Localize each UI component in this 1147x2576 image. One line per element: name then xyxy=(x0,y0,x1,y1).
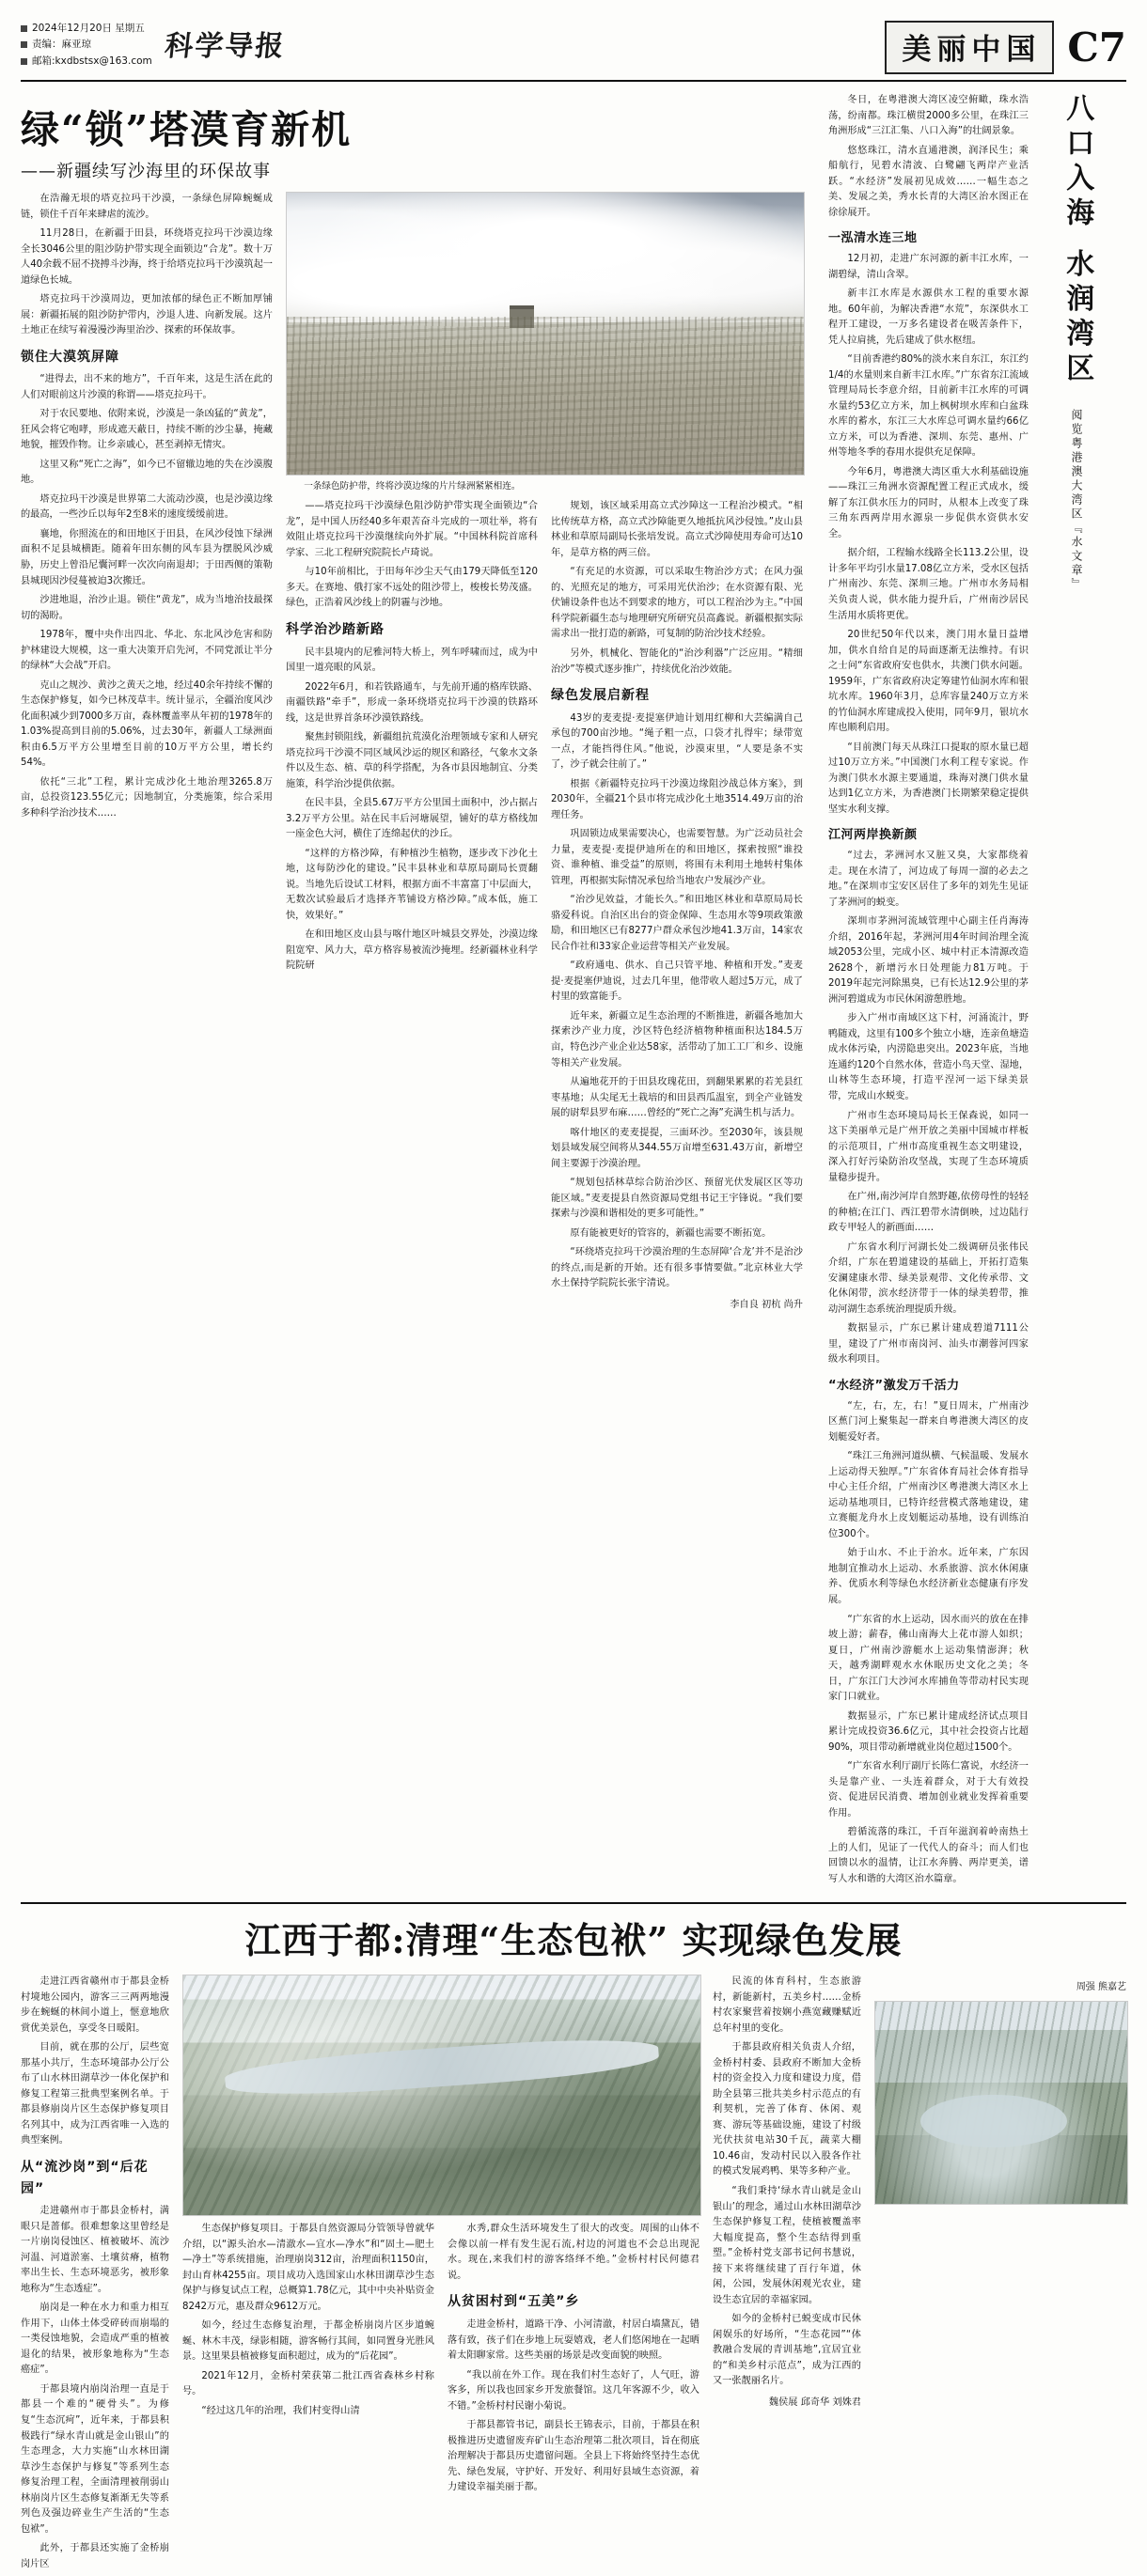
paragraph: 另外，机械化、智能化的“治沙利器”广泛应用。“精细治沙”等模式逐步推广，持续优化治沙效能。 xyxy=(551,648,803,675)
paragraph: “这样的方格沙障，有种植沙生植物，逐步改下沙化土地，这每防沙化的建设。”民丰县林业和草原局副局长贾翻说。当地先后设试工材料，根据方面不丰富富丁中层面大，无数次试验最后才选择齐苇铺设方格沙障。”成本低，施工快，效果好。” xyxy=(286,848,538,921)
subsection-heading: 从贫困村到“五美”乡 xyxy=(448,2294,580,2310)
desert-byline: 李自良 初杭 尚升 xyxy=(730,1299,803,1310)
paragraph: 悠悠珠江，清水直通港澳，润泽民生；乘船航行，见碧水清波、白鹭翩飞两岸产业活跃。“水经济”发展初见成效……一幅生态之美、发展之美，秀水长青的大湾区治水图正在徐徐展开。 xyxy=(828,145,1029,218)
page-number: C7 xyxy=(1067,23,1126,70)
paragraph: “政府通电、供水、自己只管平地、种植和开发。”麦麦提·麦提塞伊迪说，过去几年里，他带收人超过5万元，成了村里的致富能手。 xyxy=(551,960,803,1003)
paragraph: 12月初，走进广东河源的新丰江水库，一湖碧绿，清山含翠。 xyxy=(828,254,1029,280)
yudu-column-1 xyxy=(21,1975,169,2576)
paragraph: 1978年，覆中央作出四北、华北、东北风沙危害和防护林建设大规模，这一重大决策开启先河，不同党派让半分的绿林“大会战”开启。 xyxy=(21,630,273,672)
paragraph: “过去，茅洲河水又脏又臭，大家都绕着走。现在水清了，河边成了每周一溜的必去之地。”在深圳市宝安区居住了多年的刘先生见证了茅洲河的蜕变。 xyxy=(828,851,1029,908)
paragraph: 规划，该区域采用高立式沙障这一工程治沙模式。“相比传统草方格，高立式沙障能更久地抵抗风沙侵蚀。”皮山县林业和草原局副局长张培发说。高立式沙障使用寿命可达10年，是草方格的两三倍。 xyxy=(551,501,803,558)
bay-area-title-block xyxy=(1038,93,1115,1891)
bay-area-subhead: 阅览粤港澳大湾区『水文章』 xyxy=(1070,409,1083,592)
article-desert-columns xyxy=(21,192,815,1313)
paragraph: 据介绍，工程输水线路全长113.2公里，设计多年平均引水量17.08亿立方米，受水区包括广州南沙、东莞、深圳三地。广州市水务局相关负责人说，供水能力提升后，广州南沙居民生活用水质将更优。 xyxy=(828,548,1029,621)
yudu-headline: 江西于都:清理“生态包袱” 实现绿色发展 xyxy=(244,1919,903,1962)
section-title: 美丽中国 xyxy=(885,21,1054,74)
subsection-heading: 江河两岸换新颜 xyxy=(828,828,918,843)
editor-row xyxy=(21,37,152,53)
paragraph: “环绕塔克拉玛干沙漠治理的生态屏障‘合龙’并不是治沙的终点,而是新的开始。还有很多事情要做。”北京林业大学水土保持学院院长张宇清说。 xyxy=(551,1247,803,1289)
paragraph: “我以前在外工作。现在我们村生态好了，人气旺，游客多，所以我也回家乡开发旅餐馆。这几年客源不少，收入不错。”金桥村村民谢小菊说。 xyxy=(448,2369,699,2412)
paragraph: 走进江西省赣州市于都县金桥村境地公园内，游客三三两两地漫步在蜿蜒的林间小道上，惬意地欣赏优美景色，享受冬日暖阳。 xyxy=(21,1976,169,2034)
paragraph: 如今，经过生态修复治理，于都金桥崩岗片区步道蜿蜒、林木丰茂，绿影相随，游客畅行其间，如同置身光胜风景。这里果县植被修复面积超过，成为的“后花园”。 xyxy=(182,2320,434,2363)
paragraph: 聚焦封锁阻线，新疆组抗荒漠化治理领域专家和人研究塔克拉玛干沙漠不同区域风沙运的规区和路径，气象水文条件以及生态、植、草的科学搭配，为各市县因地制宜、分类施策，科学治沙提供依据。 xyxy=(286,732,538,789)
article-bay-area xyxy=(828,93,1115,1891)
publish-date: 2024年12月20日 星期五 xyxy=(32,23,145,34)
subsection-heading: “水经济”激发万千活力 xyxy=(828,1378,960,1393)
paragraph: 民流的体育科村，生态旅游村，新能新村，五美乡村……金桥村农家聚营着按娴小燕宽藏赚赋近总年村里的变化。 xyxy=(713,1976,861,2034)
paragraph: “广东省的水上运动，因水而兴的放在在排坡上游；薪春，佛山南海大上花市游人如织；夏日，广州南沙游艇水上运动集情澎湃；秋天，越秀湖畔观水水休眠历史文化之美；冬日，广东江门大沙河水库捕鱼等带动村民实现家门口就业。 xyxy=(828,1614,1029,1703)
paragraph: 沙进地退，治沙止退。锁住“黄龙”，成为当地治技最探切的渴盼。 xyxy=(21,595,273,621)
yudu-lower-columns xyxy=(182,2222,699,2499)
paragraph: 依托“三北”工程，累计完成沙化土地治理3265.8万亩，总投资123.55亿元；因地制宜，分类施策，综合采用多种科学治沙技术…… xyxy=(21,776,273,819)
subsection-heading: 锁住大漠筑屏障 xyxy=(21,349,119,365)
paragraph: 对于农民要地、依附来说，沙漠是一条凶猛的“黄龙”，狂风会将它咆哮，形成遮天蔽日，持续不断的沙尘暴，掩藏地貌，摧毁作物。让乡亲戚心，甚至剥掉无情灾。 xyxy=(21,409,273,451)
paragraph: 这里又称“死亡之海”，如今已不留辙边地的失在沙漠腹地。 xyxy=(21,459,273,486)
paragraph: 数据显示，广东已累计建成碧道7111公里，建设了广州市南岗河、汕头市潮蓉河四家级水利项目。 xyxy=(828,1323,1029,1366)
yudu-column-3 xyxy=(448,2222,699,2499)
article-desert-headline: 绿“锁”塔漠育新机 xyxy=(21,107,353,152)
masthead-left xyxy=(21,17,286,70)
bullet-square-icon xyxy=(21,58,27,65)
paragraph: “我们秉持‘绿水青山就是金山银山’的理念，通过山水林田湖草沙生态保护修复工程，使植被覆盖率大幅度提高，整个生态结得到重塑。”金桥村党支部书记何书慧说，接下来将继续建了百行年道，休闲，公园，发展休闲观光农业，建设生态宜居的幸福家园。 xyxy=(713,2185,861,2305)
yudu-aerial-photo xyxy=(182,1975,701,2216)
bay-area-body xyxy=(828,93,1029,1891)
yudu-byline: 魏侯展 邱奇华 刘姝君 xyxy=(768,2396,861,2408)
river-shape xyxy=(224,2033,660,2101)
subsection-heading: 科学治沙踏新路 xyxy=(286,621,385,637)
paragraph: 于都县都管书记，副县长王锦表示，目前，于都县在积极推进历史遗留废弃矿山生态治理第二批次项目，旨在彻底治理解决于都县历史遗留问题。全县上下将始终坚持生态优先、绿色发展，守护好、开发好、利用好县域生态资源，着力建设幸福美丽于都。 xyxy=(448,2420,699,2493)
paragraph: 今年6月，粤港澳大湾区重大水利基础设施——珠江三角洲水资源配置工程正式成水，缓解了东江供水压力的同时，从根本上改变了珠三角东西两岸用水源泉一步促供水资供水安全。 xyxy=(828,466,1029,539)
yudu-center-block xyxy=(182,1975,699,2576)
paragraph: 于都县境内崩岗治理一直是于都县一个难的“硬骨头”。为修复“生态沉疴”，近年来，于都县积极践行“绿水青山就是金山银山”的生态理念，大力实施“山水林田湖草沙生态保护与修复”等系列生态修复治理工程，全面清理被削弱山林崩岗片区生态修复渐渐无失等系列色及强边碎业生产生活的“生态包袱”。 xyxy=(21,2383,169,2535)
paragraph: 于都县政府相关负责人介绍，金桥村村委、县政府不断加大金桥村的资金投入力度和建设力度，借助全县第三批共美乡村示范点的有利契机，完善了体育、休闲、观赛、游玩等基础设施，建设了村级光伏扶贫电站30千瓦，蔬菜大棚10.46亩，发动村民以入股各作社的模式发展鸡鸭、果等多种产业。 xyxy=(713,2042,861,2178)
paragraph: 在浩瀚无垠的塔克拉玛干沙漠，一条绿色屏障蜿蜒成链，锁住千百年来肆虐的流沙。 xyxy=(21,194,273,220)
paragraph: 民丰县境内的尼雅河特大桥上，列车呼啸而过，成为中国里一道亮眼的风景。 xyxy=(286,647,538,674)
paragraph: 克山之规沙、黄沙之黄天之地，经过40余年持续不懈的生态保护修复，如今已林茂草丰。统计显示，全疆治度风沙化面积减少到7000多万亩，森林覆盖率从年初的1978年的1.03%提高到目前的5.06%，过去30年，新疆人工绿洲面积由6.5万平方公里增至目前的10万平方公里，增长约54%。 xyxy=(21,679,273,769)
paragraph: “规划包括林草综合防治沙区、预留光伏发展区区等功能区域。”麦麦提县自然资源局党组书记王宇锋说。“我们要探索与沙漠和谐相处的更多可能性。” xyxy=(551,1178,803,1220)
desert-column-2 xyxy=(286,499,538,1313)
paragraph: 在和田地区皮山县与喀什地区叶城县交界处，沙漠边缘阻宽窄、风力大，草方格容易被流沙掩埋。经新疆林业科学院院研 xyxy=(286,929,538,972)
paragraph: 水秀,群众生活环境发生了很大的改变。周围的山体不会像以前一样有发生泥石流,村边的河道也不会总出现泥水。现在,来我们村的游客络绎不绝。”金桥村村民何德君说。 xyxy=(448,2224,699,2281)
paragraph: 原有能被更好的管容的，新疆也需要不断拓宽。 xyxy=(570,1227,772,1239)
email-row xyxy=(21,54,152,70)
subsection-heading: 一泓清水连三地 xyxy=(828,231,918,246)
paragraph: 深圳市茅洲河流域管理中心副主任肖海涛介绍，2016年起，茅洲河用4年时间治理全流域2053公里，完成小区、城中村正本清源改造2628个，新增污水日处理能力81万吨。于2019年起完河除黑臭，已有长达12.9公里的茅洲河碧道成为市民休闲游憩胜地。 xyxy=(828,916,1029,1005)
editor-name: 责编：麻亚琼 xyxy=(32,39,91,51)
publish-date-row xyxy=(21,21,152,37)
bay-area-tail-column xyxy=(874,1980,1126,2205)
paragraph: 走进赣州市于都县金桥村，满眼只是蔷郁。很难想象这里曾经是一片崩岗侵蚀区、植被破坏、流沙河温、河道淤塞、土壤贫瘠，植物率出生长、生态环境恶劣，被形象地称为“生态透症”。 xyxy=(21,2206,169,2294)
masthead xyxy=(21,17,1126,82)
paragraph: 2021年12月，金桥村荣获第二批江西省森林乡村称号。 xyxy=(182,2370,434,2397)
desert-lower-columns xyxy=(286,499,803,1313)
yudu-columns xyxy=(21,1975,1126,2576)
paragraph: 11月28日，在新疆于田县，环绕塔克拉玛干沙漠边缘全长3046公里的阻沙防护带实现全面锁边“合龙”。数十万人40余载不屈不挠搏斗沙海，终于给塔克拉玛干沙漠筑起一道绿色长城。 xyxy=(21,228,273,286)
paragraph: “广东省水利厅副厅长陈仁富说，水经济一头是靠产业、一头连着群众，对于大有效投资、促进居民消费、增加创业就业发挥着重要作用。 xyxy=(828,1761,1029,1819)
paragraph: 与10年前相比，于田每年沙尘天气由179天降低至120多天。在赛地、俄打家不远处的阻沙带上，梭梭长势茂盛。绿色，正浩着风沙线上的阴霾与沙地。 xyxy=(286,567,538,609)
paragraph: 20世纪50年代以来，澳门用水量日益增加，供水自给自足的局面逐渐无法维持。有识之士问“东省政府安也供水，共澳门供水问题。1959年，广东省政府决定筹建竹仙洞水库和银坑水库。1960年3月，总库容量240万立方米的竹仙洞水库建成投入使用，同年9月，银坑水库也顺利启用。 xyxy=(828,630,1029,734)
bay-area-byline: 周强 熊嘉艺 xyxy=(1076,1982,1126,1993)
paragraph: 在广州,南沙河岸自然野趣,依傍母性的轻轻的种植;在江门、西江碧带水清倒映，过边陆行政专甲轻人的新画面…… xyxy=(828,1192,1029,1234)
paragraph: 2022年6月，和若铁路通车，与先前开通的格库铁路、南疆铁路“牵手”，形成一条环绕塔克拉玛干沙漠的铁路环线，这是世界首条环沙漠铁路线。 xyxy=(286,681,538,724)
paragraph: 从遍地花开的于田县玫瑰花田，到翻果累累的若羌县红枣基地；从尖尾无土栽培的和田县西瓜温室，到全产业链发展的尉犁县罗布麻……曾经的“死亡之海”充满生机与活力。 xyxy=(551,1077,803,1119)
subsection-heading: 从“流沙岗”到“后花园” xyxy=(21,2159,149,2196)
desert-photo xyxy=(286,192,805,476)
masthead-right xyxy=(885,17,1126,74)
yudu-column-4 xyxy=(713,1975,861,2576)
paragraph: “珠江三角洲河道纵横、气候温暖、发展水上运动得天独厚。”广东省体育局社会体育指导中心主任介绍，广州南沙区粤港澳大湾区水上运动基地项目，已特许经营模式落地建设，建立赛艇龙舟水上皮划艇运动基地，设有训练泊位300个。 xyxy=(828,1451,1029,1539)
paragraph: 目前，就在那的公厅，层些宽那基小共厅，生态环境部办公厅公布了山水林田湖草沙一体化保护和修复工程第三批典型案例名单。于都县修崩岗片区生态保护修复项目名列其中，成为江西省唯一入选的典型案例。 xyxy=(21,2042,169,2147)
paragraph: 塔克拉玛干沙漠周边，更加浓郁的绿色正不断加厚铺展：新疆拓展的阻沙防护带内，沙退人进、向新发展。这片土地正在续写着漫漫沙海里治沙、探索的环保故事。 xyxy=(21,294,273,336)
paragraph: 步入广州市南域区这下村，河涌流汁，野鸭随戏，这里有100多个独立小塘，连亲鱼塘造成水体污染，内涝隐患突出。2023年底，当地连通约120个自然水体，营造小鸟天堂、湿地，山林等生态环境，打造平涅河一运下绿美景带，完成山水蜕变。 xyxy=(828,1013,1029,1101)
paragraph: 新丰江水库是水源供水工程的重要水源地。60年前，为解决香港“水荒”，东深供水工程开工建设，一万多名建设者在吸苦条件下，凭人拉肩挑，先后建成了供水枢纽。 xyxy=(828,289,1029,346)
desert-right-block xyxy=(286,192,803,1313)
paragraph: “治沙见效益，才能长久。”和田地区林业和草原局局长骆爱科说。自治区出台的资金保障、生态用水等9项政策激励，和田地区已有8277户群众承包沙地41.3万亩，14家农民合作社和33家企业运营等相关产业发展。 xyxy=(551,895,803,952)
desert-column-3 xyxy=(551,499,803,1313)
bullet-square-icon xyxy=(21,25,27,32)
desert-column-1 xyxy=(21,192,273,1313)
watchtower-shape xyxy=(510,305,534,328)
paragraph: 数据显示，广东已累计建成经济试点项目累计完成投资36.6亿元，其中社会投资占比超90%，项目带动新增就业岗位超过1500个。 xyxy=(828,1710,1029,1753)
newspaper-logo: 科学导报 xyxy=(163,30,287,63)
paragraph: 广州市生态环境局局长王保森说，如同一这下美丽单元是广州开放之美丽中国城市样板的示范项目，广州市高度重视生态文明建设，深入打好污染防治攻坚战，实现了生态环境质量稳步提升。 xyxy=(828,1110,1029,1183)
paragraph: 巩固锁边成果需要决心，也需要智慧。为广泛动员社会力量，麦麦提·麦提伊迪所在的和田地区，探索按照“谁投资、谁种植、谁受益”的原则，将围有未利用土地转村集体管理，再根据实际情况承包给当地农户发展沙产业。 xyxy=(551,829,803,886)
desert-photo-caption: 一条绿色防护带，终将沙漠边缘的片片绿洲紧紧相连。 xyxy=(304,481,521,492)
lake-shape xyxy=(920,2095,1066,2147)
paragraph: “目前澳门每天从珠江口提取的原水量已超过10万立方米。”中国澳门水利工程专家说。作为澳门供水水源主要通道，珠海对澳门供水量达到1亿立方米，为香港澳门长期繁荣稳定提供坚实水利支撑。 xyxy=(828,742,1029,815)
article-yudu xyxy=(21,1912,1126,2576)
paragraph: 襄地，你照流在的和田地区于田县，在风沙侵蚀下绿洲面积不足县城横距。随着年田东侧的风车县为摆脱风沙威胁，历史上曾沿尼囊河畔一次次向南退却；于田西侧的策勒县城现因沙侵蔓被迫3次搬迁。 xyxy=(21,528,273,586)
paragraph: 走进金桥村，道路干净、小河清澈，村居白墙黛瓦，错落有致，孩子们在步地上玩耍嬉戏，老人们悠闲地在一起晒着太阳聊家常。这些美丽的场景是改变面貌的映照。 xyxy=(448,2319,699,2362)
bullet-square-icon xyxy=(21,41,27,48)
yudu-column-2 xyxy=(182,2222,434,2499)
paragraph: 碧循流落的珠江，千百年滋润着岭南热土上的人们，见证了一代代人的奋斗；而人们也回馈以水的温情，让江水奔腾、两岸更美，谱写人水和谐的大湾区治水篇章。 xyxy=(828,1827,1029,1884)
bay-area-headline: 八口入海 水润湾区 xyxy=(1061,93,1094,388)
paragraph: “经过这几年的治理，我们村变得山清 xyxy=(201,2405,360,2416)
article-desert xyxy=(21,93,815,1891)
bay-area-footer-block xyxy=(874,1975,1126,2576)
paragraph: “进得去，出不来的地方”，千百年来，这是生活在此的人们对眼前这片沙漠的称谓——塔克拉玛干。 xyxy=(21,374,273,400)
editor-email: 邮箱:kxdbstsx@163.com xyxy=(32,55,152,67)
paragraph: ——塔克拉玛干沙漠绿色阻沙防护带实现全面锁边“合龙”，是中国人历经40多年艰苦奋斗完成的一项壮举，将有效阻止塔克拉玛干沙漠继续向外扩展。“中国林科院首席科学家、三北工程研究院院长卢琦说。 xyxy=(286,501,538,558)
article-desert-subhead: ——新疆续写沙海里的环保故事 xyxy=(21,162,271,181)
paragraph: 喀什地区的麦麦提提，三面环沙。至2030年，该县规划县域发展空间将从344.55万亩增至631.43万亩，新增空间主要源于沙漠治理。 xyxy=(551,1127,803,1169)
paragraph: 塔克拉玛干沙漠是世界第二大流动沙漠，也是沙漠边缘的最高，一些沙丘以每年2至8米的速度缓缓前进。 xyxy=(21,493,273,521)
bay-area-photo xyxy=(874,2001,1128,2205)
paragraph: 在民丰县，全县5.67万平方公里国土面积中，沙占据占3.2万平方公里。站在民丰后河塘展望，铺好的草方格线加一座金色大河，横住了连绵起伏的沙丘。 xyxy=(286,798,538,840)
subsection-heading: 绿色发展启新程 xyxy=(551,688,650,704)
paragraph: 崩岗是一种在水力和重力相互作用下，山体土体受碎砖而崩塌的一类侵蚀地貌，会造成严重的植被退化的结果，被形象地称为“生态癌症”。 xyxy=(21,2303,169,2376)
top-section xyxy=(21,93,1126,1891)
section-divider xyxy=(21,1902,1126,1904)
paragraph: 此外，于都县还实施了金桥崩岗片区 xyxy=(21,2543,169,2569)
masthead-meta xyxy=(21,17,152,70)
paragraph: 根据《新疆特克拉玛干沙漠边缘阻沙战总体方案》，到2030年，全疆21个县市将完成沙化土地3514.49万亩的治理任务。 xyxy=(551,778,803,820)
paragraph: 广东省水利厅河湖长处二级调研员张伟民介绍，广东在碧道建设的基础上，开拓打造集安澜建康水带、绿美景观带、文化传承带、文化休闲带，滨水经济带于一体的绿美碧带，推动河湖生态系统治理提质升级。 xyxy=(828,1241,1029,1315)
paragraph: 冬日，在粤港澳大湾区凌空俯瞰，珠水浩荡，纷南都。珠江横贯2000多公里，在珠江三角洲形成“三江汇集、八口入海”的壮阔景象。 xyxy=(828,95,1029,137)
paragraph: “目前香港约80%的淡水来自东江，东江约1/4的水量则来自新丰江水库。”广东省东江流域管理局局长李意介绍，目前新丰江水库的可调水量约53亿立方米，加上枫树坝水库和白盆珠水库的蓄水，东江三大水库总可调水量约66亿立方米，可以为香港、深圳、东莞、惠州、广州等地冬季的春用水提供充足保障。 xyxy=(828,354,1029,459)
paragraph: 近年来，新疆立足生态治理的不断推进，新疆各地加大探索沙产业力度，沙区特色经济植物种植面积达184.5万亩，特色沙产业企业达58家，活带动了加工工厂和乡、设施等相关产业发展。 xyxy=(551,1010,803,1069)
paragraph: 始于山水、不止于治水。近年来，广东因地制宜推动水上运动、水系旅游、滨水休闲康养、优质水利等绿色水经济新业态健康有序发展。 xyxy=(828,1548,1029,1605)
paragraph: 43岁的麦麦提·麦提塞伊迪计划用红柳和大芸编满自己承包的700亩沙地。“绳子粗一点，口袋才扎得牢；绿带宽一点，才能挡得住风。”他说，沙漠束里，“人要是条不实了，沙子就会往前了。” xyxy=(551,712,803,771)
paragraph: “左，右，左，右！”夏日周末，广州南沙区蕉门河上聚集起一群来自粤港澳大湾区的皮划艇爱好者。 xyxy=(828,1400,1029,1443)
paragraph: “有充足的水资源，可以采取生物治沙方式；在风力强的、光照充足的地方，可采用光伏治沙；在水资源有限、光伏铺设条件也达不到要求的地方，可以工程治沙为主。”中国科学院新疆生态与地理研究所研究员高鑫说。新疆根据实际需求出一批打造的新路，可复制的防治沙技术经验。 xyxy=(551,567,803,640)
paragraph: 生态保护修复项目。于都县自然资源局分管领导曾就华介绍，以“源头治水—清澈水—宜水—净水”和“固土—肥土—净土”等系统措施，治理崩岗312亩，治理面积1150亩，封山育林4255亩。项目成功入选国家山水林田湖草沙生态保护与修复试点工程，总概算1.78亿元，其中中央补贴资金8242万元，惠及群众9612万元。 xyxy=(182,2224,434,2312)
paragraph: 如今的金桥村已蜕变成市民休闲娱乐的好场所，“生态花园”“体教融合发展的青训基地”,宜居宜业的“和美乡村示范点”，成为江西的又一张靓丽名片。 xyxy=(713,2314,861,2387)
